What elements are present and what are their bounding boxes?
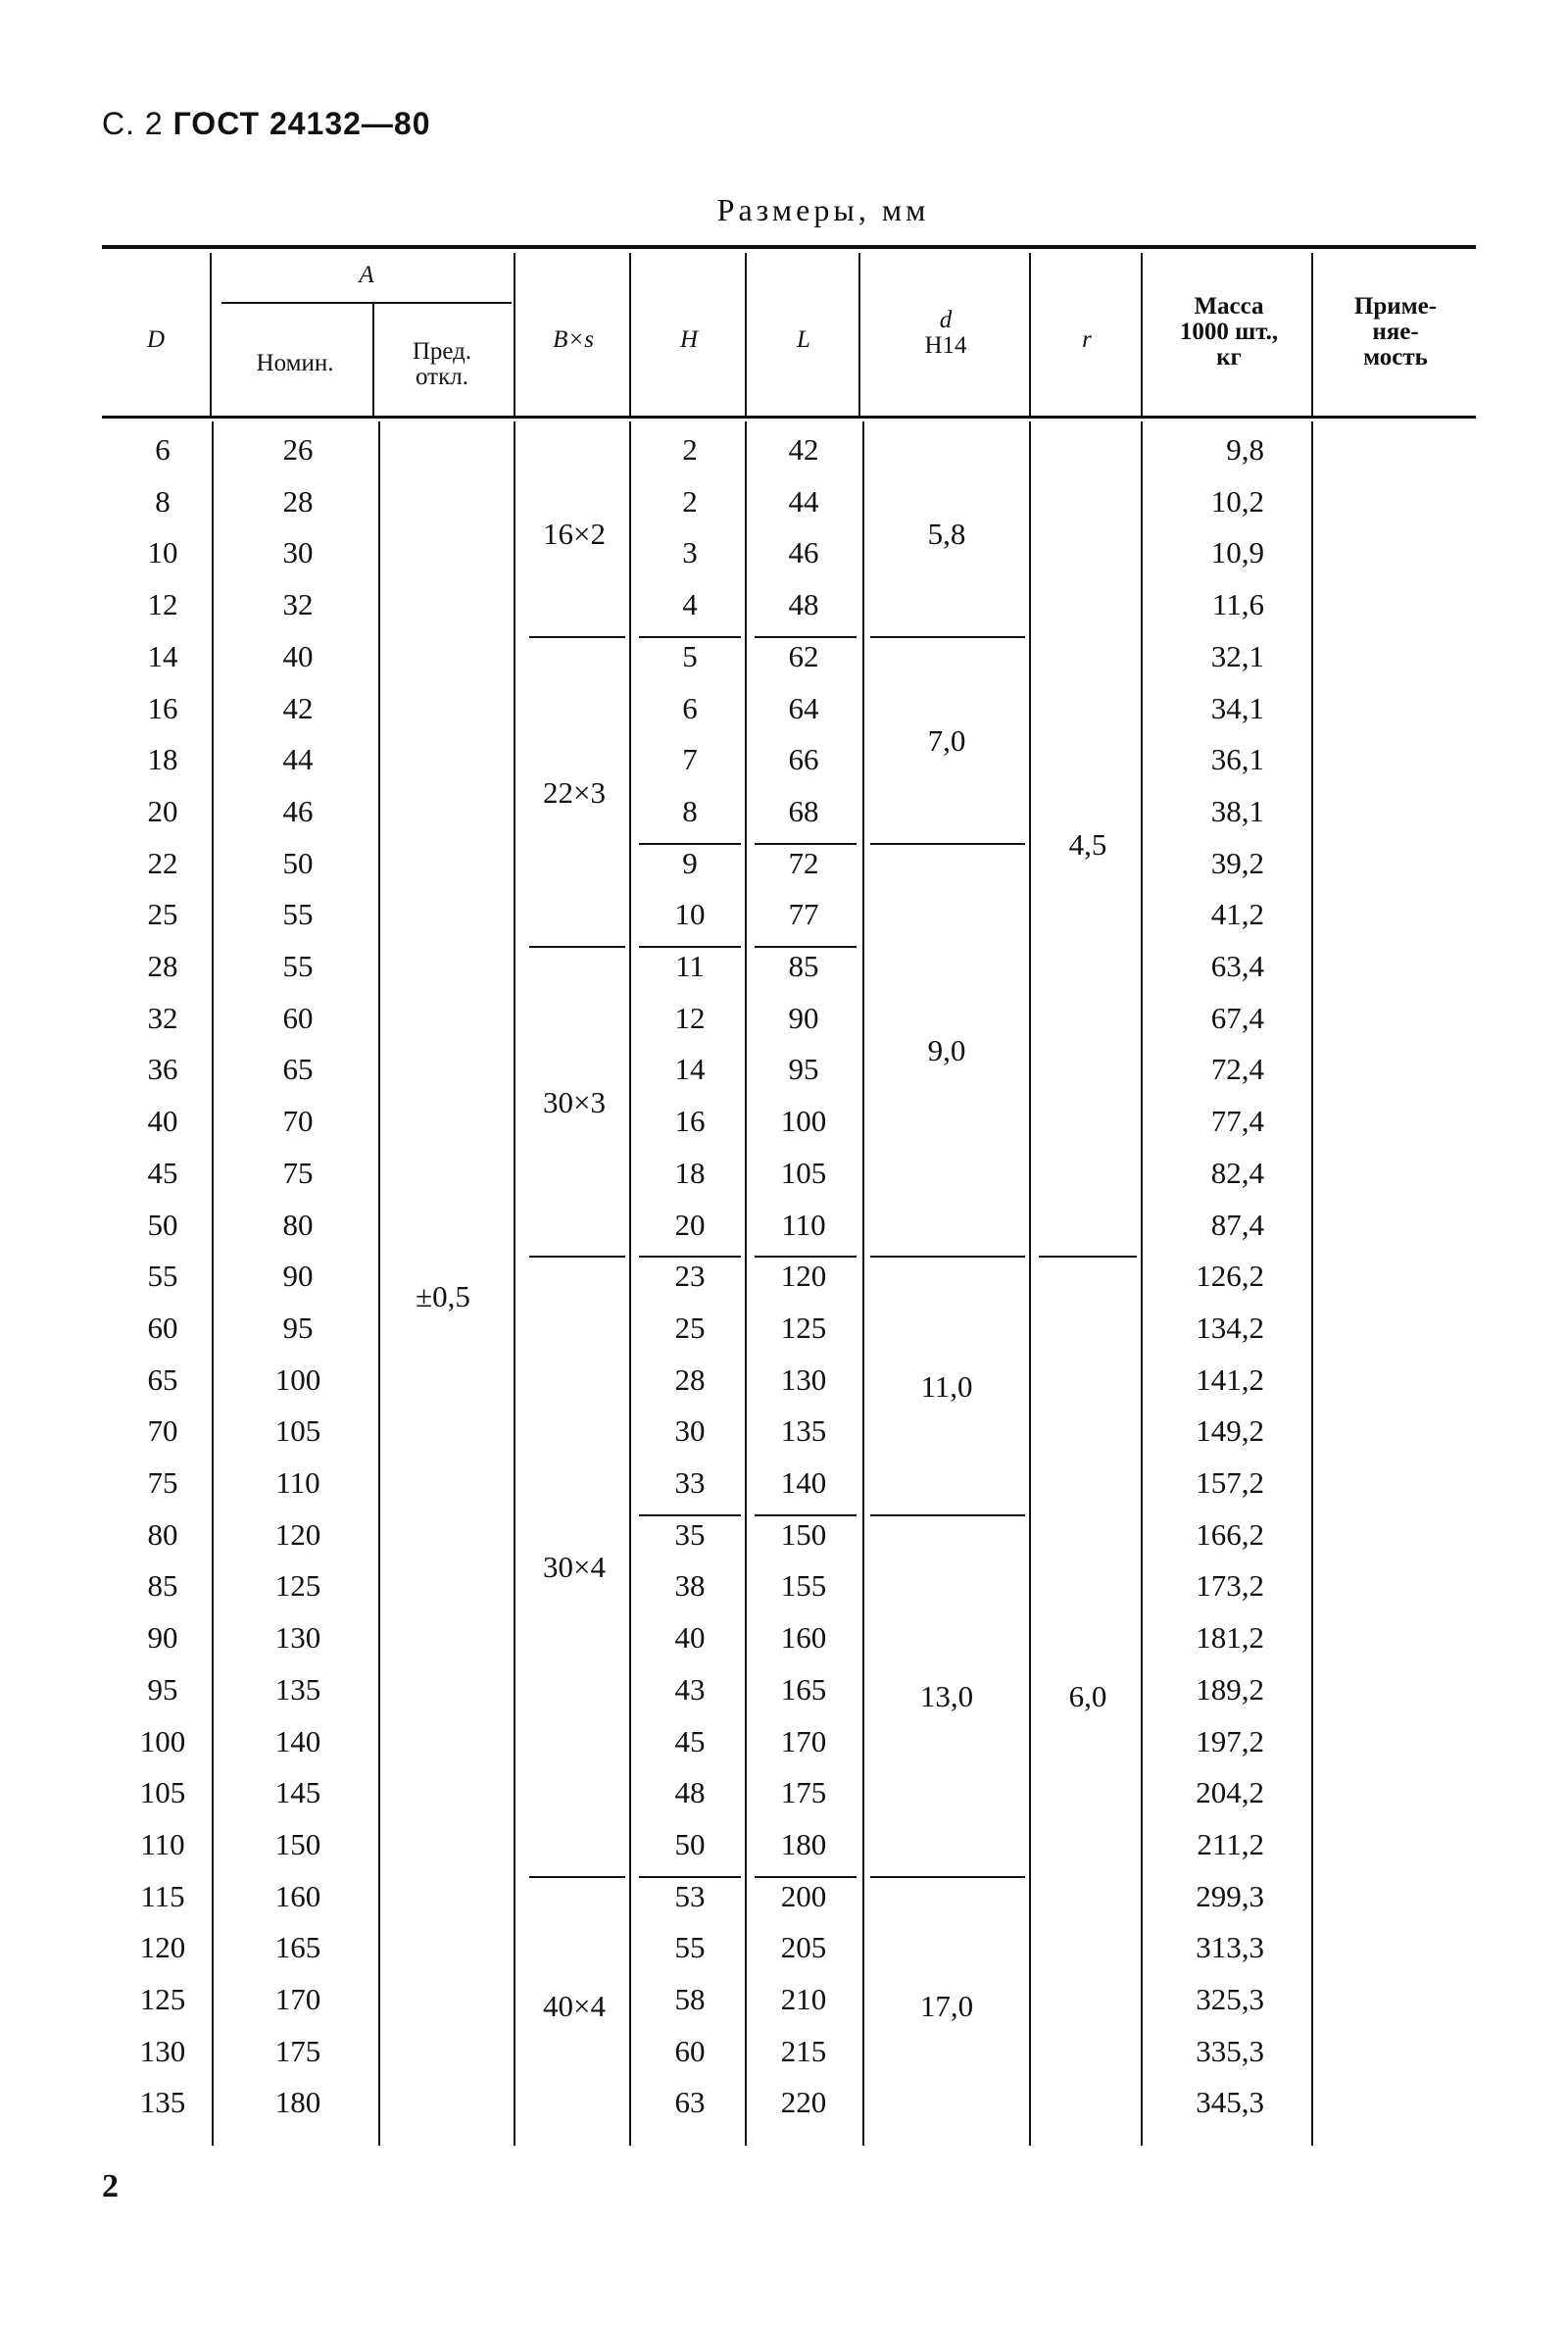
cell-mass: 149,2 — [1196, 1413, 1264, 1449]
cell-L: 125 — [780, 1310, 827, 1345]
cell-Bs-group: 30×4 — [543, 1550, 606, 1585]
cell-D: 45 — [147, 1155, 178, 1190]
col-appl-line1: Приме- — [1353, 293, 1438, 320]
cell-A-nominal: 95 — [282, 1310, 314, 1345]
cell-mass: 87,4 — [1210, 1207, 1264, 1242]
header-column-divider — [1141, 253, 1143, 416]
cell-D: 125 — [139, 1982, 186, 2016]
cell-A-nominal: 125 — [274, 1568, 321, 1604]
cell-D: 16 — [147, 690, 178, 725]
cell-D: 6 — [155, 432, 171, 467]
body-column-divider — [378, 421, 380, 2146]
cell-D: 135 — [139, 2085, 186, 2120]
A-subheader-rule — [221, 302, 512, 304]
cell-D: 105 — [139, 1775, 186, 1810]
cell-A-nominal: 75 — [282, 1155, 314, 1190]
body-column-divider — [745, 421, 747, 2146]
col-H-header: H — [679, 326, 699, 353]
cell-L-separator — [755, 946, 857, 948]
cell-H: 50 — [674, 1826, 706, 1861]
cell-H: 9 — [682, 845, 698, 880]
col-applicability-header — [1315, 294, 1476, 371]
cell-A-nominal: 40 — [282, 638, 314, 673]
cell-mass: 197,2 — [1196, 1723, 1264, 1758]
cell-mass: 10,9 — [1210, 535, 1264, 570]
cell-mass: 211,2 — [1197, 1826, 1264, 1861]
cell-A-nominal: 145 — [274, 1775, 321, 1810]
header-column-divider — [1029, 253, 1031, 416]
cell-H: 2 — [682, 483, 698, 519]
cell-L-separator — [755, 1514, 857, 1516]
cell-A-nominal: 65 — [282, 1052, 314, 1087]
cell-L: 205 — [780, 1930, 827, 1965]
cell-H: 16 — [674, 1104, 706, 1139]
cell-L: 130 — [780, 1361, 827, 1397]
cell-H: 35 — [674, 1516, 706, 1552]
cell-mass: 313,3 — [1196, 1930, 1264, 1965]
col-appl-line2: няе- — [1372, 319, 1419, 345]
cell-L: 62 — [788, 638, 819, 673]
cell-mass: 345,3 — [1196, 2085, 1264, 2120]
cell-L: 165 — [780, 1671, 827, 1707]
body-column-divider — [629, 421, 631, 2146]
cell-d-group: 17,0 — [919, 1989, 974, 2024]
cell-Bs-group-separator — [529, 636, 625, 638]
cell-H: 8 — [682, 793, 698, 828]
cell-Bs-group: 40×4 — [543, 1989, 606, 2024]
cell-mass: 189,2 — [1196, 1671, 1264, 1707]
cell-L: 77 — [788, 897, 819, 932]
cell-r-group: 4,5 — [1068, 826, 1107, 862]
header-column-divider — [629, 253, 631, 416]
cell-L: 215 — [780, 2033, 827, 2068]
col-A-nominal-header: Номин. — [256, 350, 334, 376]
cell-H: 6 — [682, 690, 698, 725]
cell-L: 66 — [788, 742, 819, 777]
cell-mass: 36,1 — [1210, 742, 1264, 777]
col-mass-line3: кг — [1216, 344, 1242, 371]
cell-H-separator — [639, 1514, 741, 1516]
cell-D: 85 — [147, 1568, 178, 1604]
cell-mass: 38,1 — [1210, 793, 1264, 828]
cell-mass: 166,2 — [1196, 1516, 1264, 1552]
cell-Bs-group-separator — [529, 1876, 625, 1878]
cell-r-group-separator — [1039, 1256, 1137, 1258]
cell-L-separator — [755, 1876, 857, 1878]
cell-H: 12 — [674, 1000, 706, 1035]
cell-d-group: 9,0 — [927, 1033, 966, 1068]
cell-mass: 141,2 — [1196, 1361, 1264, 1397]
cell-H: 45 — [674, 1723, 706, 1758]
cell-H: 7 — [682, 742, 698, 777]
cell-d-group-separator — [870, 1514, 1025, 1516]
col-A-deviation-line1: Пред. — [412, 338, 472, 365]
cell-Bs-group: 30×3 — [543, 1085, 606, 1120]
cell-H: 48 — [674, 1775, 706, 1810]
page-number: 2 — [102, 2168, 119, 2204]
cell-D: 50 — [147, 1207, 178, 1242]
cell-D: 32 — [147, 1000, 178, 1035]
cell-A-nominal: 100 — [274, 1361, 321, 1397]
cell-H: 63 — [674, 2085, 706, 2120]
cell-A-nominal: 30 — [282, 535, 314, 570]
col-A-header: A — [359, 262, 374, 288]
cell-A-nominal: 180 — [274, 2085, 321, 2120]
cell-D: 22 — [147, 845, 178, 880]
cell-d-group: 13,0 — [919, 1679, 974, 1714]
cell-L: 160 — [780, 1620, 827, 1656]
header-column-divider — [514, 253, 515, 416]
cell-H: 60 — [674, 2033, 706, 2068]
cell-L: 105 — [780, 1155, 827, 1190]
cell-mass: 67,4 — [1210, 1000, 1264, 1035]
cell-d-group-separator — [870, 1876, 1025, 1878]
cell-A-nominal: 105 — [274, 1413, 321, 1449]
cell-D: 20 — [147, 793, 178, 828]
cell-D: 8 — [155, 483, 171, 519]
cell-H: 18 — [674, 1155, 706, 1190]
header-column-divider — [210, 253, 212, 416]
cell-L: 72 — [788, 845, 819, 880]
cell-L: 140 — [780, 1465, 827, 1500]
cell-mass: 181,2 — [1196, 1620, 1264, 1656]
col-d-line2: H14 — [924, 332, 967, 359]
cell-L: 200 — [780, 1878, 827, 1913]
cell-L: 210 — [780, 1982, 827, 2016]
col-mass-line1: Масса — [1194, 293, 1264, 320]
cell-D: 55 — [147, 1259, 178, 1294]
cell-L: 85 — [788, 949, 819, 983]
cell-Bs-group-separator — [639, 636, 741, 638]
cell-L: 150 — [780, 1516, 827, 1552]
cell-A-nominal: 150 — [274, 1826, 321, 1861]
cell-A-nominal: 110 — [275, 1465, 320, 1500]
col-mass-header — [1145, 294, 1313, 371]
cell-H: 43 — [674, 1671, 706, 1707]
cell-A-nominal: 60 — [282, 1000, 314, 1035]
col-D-header: D — [146, 326, 166, 353]
cell-mass: 335,3 — [1196, 2033, 1264, 2068]
cell-L: 175 — [780, 1775, 827, 1810]
cell-H: 10 — [674, 897, 706, 932]
cell-L-separator — [755, 636, 857, 638]
cell-A-nominal: 44 — [282, 742, 314, 777]
body-column-divider — [212, 421, 214, 2146]
cell-L: 68 — [788, 793, 819, 828]
cell-Bs-group-separator — [529, 946, 625, 948]
cell-d-group: 5,8 — [927, 517, 966, 552]
cell-mass: 173,2 — [1196, 1568, 1264, 1604]
cell-A-nominal: 140 — [274, 1723, 321, 1758]
cell-Bs-group-separator — [639, 1876, 741, 1878]
cell-L: 90 — [788, 1000, 819, 1035]
cell-H: 28 — [674, 1361, 706, 1397]
cell-mass: 34,1 — [1210, 690, 1264, 725]
cell-H: 58 — [674, 1982, 706, 2016]
cell-D: 12 — [147, 587, 178, 622]
cell-A-nominal: 160 — [274, 1878, 321, 1913]
cell-A-nominal: 55 — [282, 897, 314, 932]
cell-H: 40 — [674, 1620, 706, 1656]
cell-L: 170 — [780, 1723, 827, 1758]
body-column-divider — [514, 421, 515, 2146]
cell-H: 53 — [674, 1878, 706, 1913]
page-prefix: С. 2 — [102, 106, 164, 141]
cell-L: 95 — [788, 1052, 819, 1087]
cell-Bs-group-separator — [529, 1256, 625, 1258]
cell-H: 11 — [675, 949, 705, 983]
cell-H: 2 — [682, 432, 698, 467]
standard-number: ГОСТ 24132—80 — [172, 106, 431, 141]
cell-A-nominal: 28 — [282, 483, 314, 519]
cell-A-nominal: 32 — [282, 587, 314, 622]
cell-mass: 41,2 — [1210, 897, 1264, 932]
cell-r-group: 6,0 — [1068, 1679, 1107, 1714]
cell-H: 4 — [682, 587, 698, 622]
body-column-divider — [1029, 421, 1031, 2146]
cell-D: 65 — [147, 1361, 178, 1397]
cell-D: 115 — [140, 1878, 185, 1913]
cell-H: 38 — [674, 1568, 706, 1604]
cell-D: 110 — [140, 1826, 185, 1861]
header-bottom-rule — [102, 416, 1476, 419]
cell-A-nominal: 90 — [282, 1259, 314, 1294]
cell-D: 95 — [147, 1671, 178, 1707]
cell-D: 28 — [147, 949, 178, 983]
cell-A-nominal: 130 — [274, 1620, 321, 1656]
cell-L: 220 — [780, 2085, 827, 2120]
cell-D: 36 — [147, 1052, 178, 1087]
cell-A-deviation: ±0,5 — [416, 1279, 470, 1314]
cell-D: 18 — [147, 742, 178, 777]
cell-D: 10 — [147, 535, 178, 570]
cell-H: 25 — [674, 1310, 706, 1345]
cell-L: 120 — [780, 1259, 827, 1294]
cell-D: 14 — [147, 638, 178, 673]
cell-d-group-separator — [870, 843, 1025, 845]
col-mass-line2: 1000 шт., — [1179, 319, 1279, 345]
cell-A-nominal: 165 — [274, 1930, 321, 1965]
cell-L-separator — [755, 1256, 857, 1258]
cell-D: 75 — [147, 1465, 178, 1500]
cell-D: 130 — [139, 2033, 186, 2068]
cell-mass: 32,1 — [1210, 638, 1264, 673]
cell-A-nominal: 135 — [274, 1671, 321, 1707]
cell-A-nominal: 46 — [282, 793, 314, 828]
page-header — [102, 106, 431, 142]
cell-A-nominal: 175 — [274, 2033, 321, 2068]
body-column-divider — [862, 421, 864, 2146]
cell-d-group: 11,0 — [920, 1368, 973, 1404]
cell-H: 33 — [674, 1465, 706, 1500]
cell-d-group: 7,0 — [927, 723, 966, 759]
cell-H: 3 — [682, 535, 698, 570]
cell-H: 5 — [682, 638, 698, 673]
cell-A-nominal: 42 — [282, 690, 314, 725]
cell-A-nominal: 170 — [274, 1982, 321, 2016]
cell-mass: 10,2 — [1210, 483, 1264, 519]
cell-D: 40 — [147, 1104, 178, 1139]
cell-L: 155 — [780, 1568, 827, 1604]
cell-L: 100 — [780, 1104, 827, 1139]
cell-d-group-separator — [870, 1256, 1025, 1258]
cell-mass: 77,4 — [1210, 1104, 1264, 1139]
col-d-line1: d — [939, 307, 953, 333]
col-Bs-header: B×s — [553, 326, 594, 353]
cell-mass: 126,2 — [1196, 1259, 1264, 1294]
cell-L: 135 — [780, 1413, 827, 1449]
cell-mass: 325,3 — [1196, 1982, 1264, 2016]
cell-H: 30 — [674, 1413, 706, 1449]
cell-Bs-group: 22×3 — [543, 774, 606, 810]
cell-A-nominal: 120 — [274, 1516, 321, 1552]
col-r-header: r — [1082, 326, 1092, 353]
cell-mass: 299,3 — [1196, 1878, 1264, 1913]
cell-A-nominal: 50 — [282, 845, 314, 880]
cell-L: 42 — [788, 432, 819, 467]
cell-Bs-group-separator — [639, 1256, 741, 1258]
header-column-divider — [745, 253, 747, 416]
cell-A-nominal: 26 — [282, 432, 314, 467]
cell-mass: 134,2 — [1196, 1310, 1264, 1345]
cell-D: 120 — [139, 1930, 186, 1965]
col-A-deviation-header — [372, 339, 512, 390]
cell-L: 180 — [780, 1826, 827, 1861]
cell-H: 55 — [674, 1930, 706, 1965]
cell-D: 100 — [139, 1723, 186, 1758]
cell-L: 44 — [788, 483, 819, 519]
table-top-rule — [102, 245, 1476, 249]
cell-mass: 157,2 — [1196, 1465, 1264, 1500]
cell-H: 23 — [674, 1259, 706, 1294]
cell-L: 46 — [788, 535, 819, 570]
cell-A-nominal: 55 — [282, 949, 314, 983]
cell-mass: 11,6 — [1211, 587, 1264, 622]
cell-D: 25 — [147, 897, 178, 932]
cell-mass: 72,4 — [1210, 1052, 1264, 1087]
cell-mass: 39,2 — [1210, 845, 1264, 880]
body-column-divider — [1311, 421, 1313, 2146]
cell-D: 80 — [147, 1516, 178, 1552]
header-column-divider — [858, 253, 860, 416]
cell-L: 48 — [788, 587, 819, 622]
cell-d-group-separator — [870, 636, 1025, 638]
cell-Bs-group-separator — [639, 946, 741, 948]
cell-A-nominal: 80 — [282, 1207, 314, 1242]
cell-D: 70 — [147, 1413, 178, 1449]
col-A-deviation-line2: откл. — [416, 364, 468, 390]
cell-D: 60 — [147, 1310, 178, 1345]
cell-L: 110 — [781, 1207, 826, 1242]
cell-mass: 82,4 — [1210, 1155, 1264, 1190]
cell-H: 20 — [674, 1207, 706, 1242]
cell-mass: 204,2 — [1196, 1775, 1264, 1810]
cell-L-separator — [755, 843, 857, 845]
table-caption: Размеры, мм — [716, 192, 930, 227]
col-d-header — [862, 308, 1029, 359]
cell-A-nominal: 70 — [282, 1104, 314, 1139]
col-L-header: L — [797, 326, 810, 353]
cell-mass: 63,4 — [1210, 949, 1264, 983]
cell-mass: 9,8 — [1226, 432, 1264, 467]
cell-Bs-group: 16×2 — [543, 517, 606, 552]
cell-H-separator — [639, 843, 741, 845]
col-appl-line3: мость — [1363, 344, 1428, 371]
cell-H: 14 — [674, 1052, 706, 1087]
cell-D: 90 — [147, 1620, 178, 1656]
cell-L: 64 — [788, 690, 819, 725]
